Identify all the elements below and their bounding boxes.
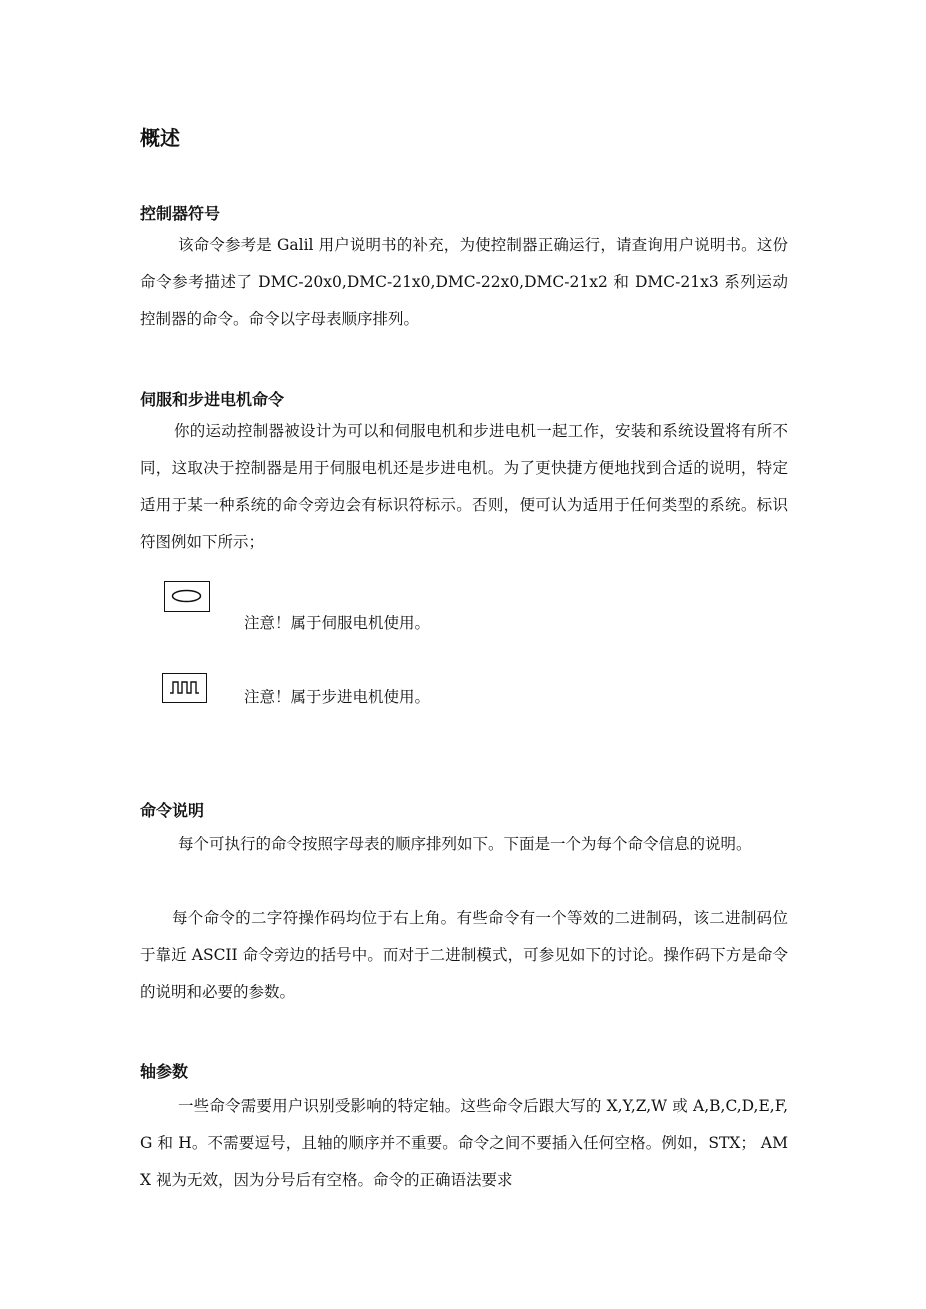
paragraph-axis-parameters: 一些命令需要用户识别受影响的特定轴。这些命令后跟大写的 X,Y,Z,W 或 A,B,C,D,E,F,G 和 H。不需要逗号，且轴的顺序并不重要。命令之间不要插入任何空格。例如，STX； AMX 视为无效，因为分号后有空格。命令的正确语法要求	[140, 1097, 788, 1189]
legend-stepper-text: 注意！属于步进电机使用。	[244, 688, 431, 706]
heading-controller-symbols: 控制器符号	[140, 204, 221, 223]
heading-axis-parameters: 轴参数	[140, 1062, 189, 1081]
stepper-pulse-icon	[162, 673, 207, 703]
page-title: 概述	[140, 126, 180, 150]
paragraph-command-description-2: 每个命令的二字符操作码均位于右上角。有些命令有一个等效的二进制码，该二进制码位于靠近 ASCII 命令旁边的括号中。而对于二进制模式，可参见如下的讨论。操作码下方是命令的说明和必要的参数。	[140, 909, 788, 1001]
paragraph-command-description-1: 每个可执行的命令按照字母表的顺序排列如下。下面是一个为每个命令信息的说明。	[178, 835, 752, 853]
heading-servo-stepper: 伺服和步进电机命令	[140, 390, 285, 409]
paragraph-servo-stepper: 你的运动控制器被设计为可以和伺服电机和步进电机一起工作，安装和系统设置将有所不同，这取决于控制器是用于伺服电机还是步进电机。为了更快捷方便地找到合适的说明，特定适用于某一种系统的命令旁边会有标识符标示。否则，便可认为适用于任何类型的系统。标识符图例如下所示；	[140, 422, 788, 551]
legend-servo-text: 注意！属于伺服电机使用。	[244, 614, 431, 632]
servo-ellipse-icon	[164, 581, 210, 612]
paragraph-controller-symbols: 该命令参考是 Galil 用户说明书的补充，为使控制器正确运行，请查询用户说明书。这份命令参考描述了 DMC-20x0,DMC-21x0,DMC-22x0,DMC-21x2 和 DMC-21x3 系列运动控制器的命令。命令以字母表顺序排列。	[140, 236, 788, 328]
heading-command-description: 命令说明	[140, 801, 205, 820]
